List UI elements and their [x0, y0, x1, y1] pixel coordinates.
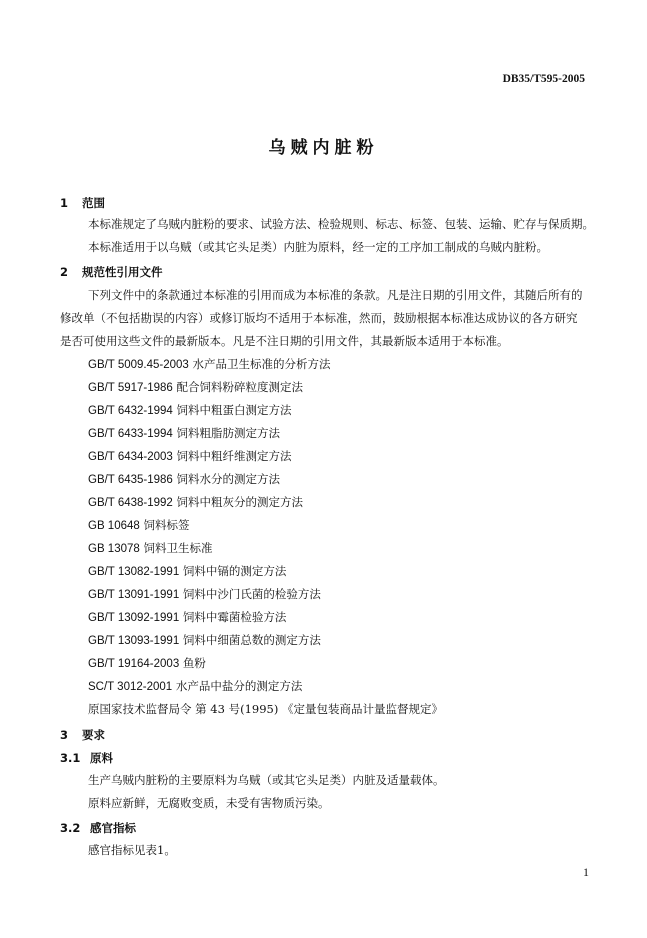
- reference-item: [88, 448, 291, 464]
- reference-code: GB/T 13082-1991: [88, 566, 180, 578]
- reference-title: 饲料中粗灰分的测定方法: [176, 495, 303, 509]
- page-number: 1: [583, 865, 589, 879]
- section-number: 2: [60, 265, 69, 279]
- reference-code: GB/T 13093-1991: [88, 635, 180, 647]
- reference-title: 水产品中盐分的测定方法: [175, 679, 303, 693]
- reference-code: GB/T 19164-2003: [88, 658, 180, 670]
- reference-code: GB/T 6438-1992: [88, 497, 173, 509]
- paragraph-line: 下列文件中的条款通过本标准的引用而成为本标准的条款。凡是注日期的引用文件，其随后所有的: [88, 288, 583, 302]
- section-1-heading: [60, 195, 105, 211]
- reference-code: GB/T 6432-1994: [88, 405, 173, 417]
- subsection-number: 3.2: [60, 821, 81, 835]
- reference-title: 饲料标签: [143, 518, 190, 532]
- paragraph-line: 是否可使用这些文件的最新版本。凡是不注日期的引用文件，其最新版本适用于本标准。: [60, 334, 509, 348]
- reference-title: 饲料中粗纤维测定方法: [176, 449, 292, 463]
- reference-item: [88, 356, 330, 372]
- reference-item: [88, 655, 206, 671]
- reference-title: 水产品卫生标准的分析方法: [192, 357, 331, 371]
- subsection-number: 3.1: [60, 751, 81, 765]
- reference-item: [88, 563, 286, 579]
- paragraph: 生产乌贼内脏粉的主要原料为乌贼（或其它头足类）内脏及适量载体。: [88, 773, 445, 787]
- reference-code: GB 13078: [88, 543, 140, 555]
- paragraph: 原料应新鲜，无腐败变质，未受有害物质污染。: [88, 796, 330, 810]
- reference-title: 饲料中镉的测定方法: [182, 564, 287, 578]
- reference-code: GB 10648: [88, 520, 140, 532]
- reference-code: GB/T 6434-2003: [88, 451, 173, 463]
- reference-code: GB/T 13091-1991: [88, 589, 180, 601]
- section-title: 要求: [82, 728, 105, 742]
- reference-code: GB/T 6433-1994: [88, 428, 173, 440]
- section-2-heading: [60, 264, 163, 280]
- reference-title: 鱼粉: [182, 656, 206, 670]
- section-title: 规范性引用文件: [82, 265, 163, 279]
- section-title: 范围: [82, 196, 105, 210]
- document-title: 乌贼内脏粉: [268, 138, 379, 158]
- subsection-3-1-heading: [60, 750, 113, 766]
- reference-item: [88, 701, 443, 717]
- subsection-title: 感官指标: [90, 821, 136, 835]
- reference-code: GB/T 5917-1986: [88, 382, 173, 394]
- reference-item: [88, 425, 280, 441]
- reference-item: [88, 379, 303, 395]
- reference-item: [88, 678, 302, 694]
- reference-item: [88, 517, 189, 533]
- reference-item: [88, 540, 212, 556]
- reference-title: 配合饲料粉碎粒度测定法: [176, 380, 303, 394]
- paragraph-line: 修改单（不包括勘误的内容）或修订版均不适用于本标准，然而，鼓励根据本标准达成协议的各方研究: [60, 311, 578, 325]
- reference-title: 饲料中细菌总数的测定方法: [182, 633, 321, 647]
- paragraph: 感官指标见表1。: [88, 843, 176, 857]
- paragraph: 本标准适用于以乌贼（或其它头足类）内脏为原料，经一定的工序加工制成的乌贼内脏粉。: [88, 240, 548, 254]
- reference-item: [88, 494, 303, 510]
- section-number: 3: [60, 728, 69, 742]
- reference-item: [88, 609, 286, 625]
- reference-title: 第 43 号(1995) 《定量包装商品计量监督规定》: [195, 702, 443, 716]
- reference-title: 饲料中粗蛋白测定方法: [176, 403, 292, 417]
- reference-code: GB/T 6435-1986: [88, 474, 173, 486]
- subsection-3-2-heading: [60, 820, 136, 836]
- subsection-title: 原料: [90, 751, 113, 765]
- reference-title: 饲料水分的测定方法: [176, 472, 280, 486]
- section-number: 1: [60, 196, 69, 210]
- reference-code: 原国家技术监督局令: [88, 702, 192, 716]
- reference-item: [88, 402, 291, 418]
- section-3-heading: [60, 727, 105, 743]
- reference-code: GB/T 5009.45-2003: [88, 359, 189, 371]
- paragraph: 本标准规定了乌贼内脏粉的要求、试验方法、检验规则、标志、标签、包装、运输、贮存与保质期。: [88, 217, 594, 231]
- standard-code: DB35/T595-2005: [502, 73, 585, 85]
- reference-item: [88, 471, 280, 487]
- reference-item: [88, 586, 321, 602]
- reference-title: 饲料卫生标准: [143, 541, 213, 555]
- reference-title: 饲料中沙门氏菌的检验方法: [182, 587, 321, 601]
- reference-code: GB/T 13092-1991: [88, 612, 180, 624]
- reference-title: 饲料粗脂肪测定方法: [176, 426, 280, 440]
- reference-item: [88, 632, 321, 648]
- reference-title: 饲料中霉菌检验方法: [182, 610, 287, 624]
- reference-code: SC/T 3012-2001: [88, 681, 173, 693]
